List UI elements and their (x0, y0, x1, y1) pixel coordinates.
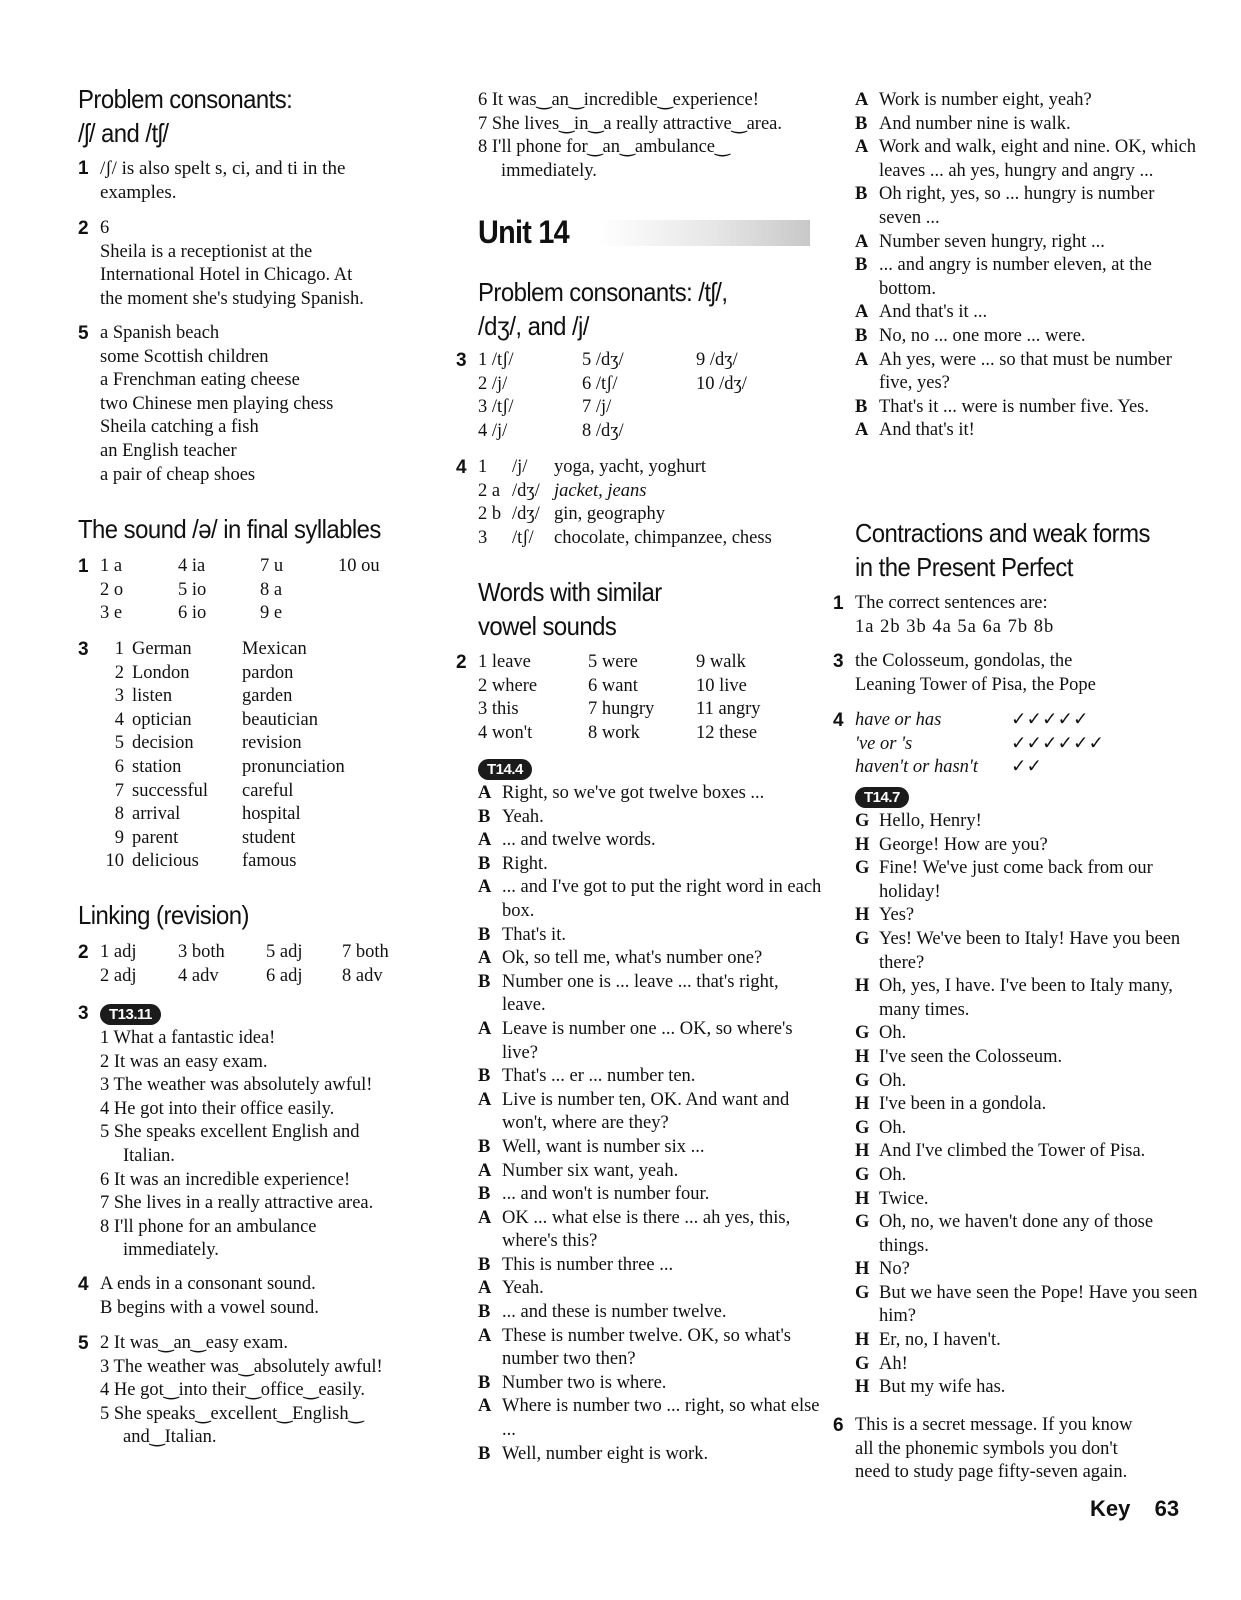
speaker-label: B (855, 325, 868, 346)
exercise-5: 5 a Spanish beach some Scottish children a Frenchman eating cheese two Chinese men playing chess Sheila catching a fish an English teacher a pair of cheap shoes (78, 323, 334, 485)
speaker-label: H (855, 976, 870, 997)
heading-schwa: The sound /ə/ in final syllables (78, 514, 381, 544)
speaker-label: G (855, 1070, 870, 1091)
dialogue-t14-7: T14.7 G Hello, Henry! H George! How are you? G Fine! We've just come back from our holiday! H Yes? G Yes! We've been to Italy! Have you been there? H Oh, yes, I have. I've been to Italy many, many times. G Oh. H I've seen the Colosseum. G Oh. H I've been in a gondola. G Oh. H And I've climbed the Tower of Pisa. G Oh. H Twice. G Oh, no, we haven't done any of those things. H No? G But we have seen the Pope! Have you seen him? H Er, no, I haven't. G Ah! H But my wife has. (855, 787, 1200, 1400)
speaker-label: B (478, 1066, 491, 1087)
speaker-label: A (478, 1089, 492, 1110)
speaker-label: B (478, 971, 491, 992)
speaker-label: G (855, 1353, 870, 1374)
schwa-exercise-3: 3 1 German Mexican 2 London pardon 3 listen garden 4 optician beautician 5 decision revision 6 station pronunciation 7 successful careful 8 arrival hospital 9 parent student 10 delicious famous (78, 639, 345, 872)
speaker-label: B (855, 396, 868, 417)
speaker-label: B (478, 1184, 491, 1205)
speaker-label: A (855, 349, 869, 370)
consonant-exercise-4: 4 1 /j/ yoga, yacht, yoghurt 2 a /dʒ/ jacket, jeans 2 b /dʒ/ gin, geography 3 /tʃ/ chocolate, chimpanzee, chess (456, 457, 772, 548)
speaker-label: A (478, 1160, 492, 1181)
check-marks: ✓✓ (1011, 757, 1043, 778)
speaker-label: B (478, 1254, 491, 1275)
contractions-exercise-6: 6 This is a secret message. If you know all the phonemic symbols you don't need to study page fifty-seven again. (833, 1415, 1133, 1483)
speaker-label: A (855, 90, 869, 110)
linking-exercise-3: 3 T13.11 1 What a fantastic idea! 2 It was an easy exam. 3 The weather was absolutely awful! 4 He got into their office easily. 5 She speaks excellent English and Italian. 6 It was an incredible experience! 7 She lives in a really attractive area. 8 I'll phone for an ambulance immediately. (78, 1003, 374, 1261)
vowel-exercise-2: 2 1 leave 5 were 9 walk 2 where 6 want 10 live 3 this 7 hungry 11 angry 4 won't 8 work 12 these (456, 652, 761, 743)
speaker-label: A (855, 231, 869, 252)
speaker-label: A (478, 877, 492, 898)
speaker-label: H (855, 1330, 870, 1351)
speaker-label: H (855, 1046, 870, 1067)
speaker-label: H (855, 1188, 870, 1209)
contractions-exercise-3: 3 the Colosseum, gondolas, the Leaning Tower of Pisa, the Pope (833, 651, 1096, 695)
speaker-label: H (855, 905, 870, 926)
speaker-label: A (855, 420, 869, 441)
check-marks: ✓✓✓✓✓✓ (1011, 733, 1105, 754)
continued-sentences: 6 It was‿an‿incredible‿experience! 7 She lives‿in‿a really attractive‿area. 8 I'll phone for‿an‿ambulance‿ immediately. (478, 90, 782, 181)
speaker-label: B (855, 184, 868, 205)
speaker-label: H (855, 834, 870, 855)
heading-similar-vowels: Words with similar vowel sounds (478, 577, 662, 641)
contractions-exercise-4: 4 have or has ✓✓✓✓✓ 've or 's ✓✓✓✓✓✓ haven't or hasn't ✓✓ (833, 709, 1178, 780)
schwa-exercise-1: 1 1 a 4 ia 7 u 10 ou 2 o 5 io 8 a 3 e 6 io 9 e (78, 556, 380, 624)
exercise-2: 2 6 Sheila is a receptionist at the International Hotel in Chicago. At the moment she's studying Spanish. (78, 218, 364, 309)
speaker-label: B (478, 1372, 491, 1393)
speaker-label: A (855, 137, 869, 158)
speaker-label: A (478, 783, 492, 803)
speaker-label: H (855, 1377, 870, 1398)
dialogue-t14-4: T14.4 A Right, so we've got twelve boxes ... B Yeah. A ... and twelve words. B Right. A ... and I've got to put the right word in each box. B That's it. A Ok, so tell me, what's number one? B Number one is ... leave ... that's right, leave. A Leave is number one ... OK, so where's live? B That's ... er ... number ten. A Live is number ten, OK. And want and won't, where are they? B Well, want is number six ... A Number six want, yeah. B ... and won't is number four. A OK ... what else is there ... ah yes, this, where's this? B This is number three ... A Yeah. B ... and these is number twelve. A These is number twelve. OK, so what's number two then? B Number two is where. A Where is number two ... right, so what else ... B Well, number eight is work. (478, 759, 823, 1466)
speaker-label: B (478, 924, 491, 945)
heading-contractions: Contractions and weak forms in the Present Perfect (855, 518, 1150, 582)
speaker-label: G (855, 1212, 870, 1233)
speaker-label: B (478, 1136, 491, 1157)
speaker-label: B (478, 1443, 491, 1464)
speaker-label: G (855, 811, 870, 831)
check-marks: ✓✓✓✓✓ (1011, 710, 1089, 730)
speaker-label: A (855, 302, 869, 323)
speaker-label: B (855, 255, 868, 276)
speaker-label: G (855, 1023, 870, 1044)
speaker-label: H (855, 1094, 870, 1115)
speaker-label: B (478, 1302, 491, 1323)
footer-label: Key (1090, 1496, 1131, 1521)
track-badge: T14.7 (855, 787, 909, 808)
speaker-label: H (855, 1141, 870, 1162)
speaker-label: A (478, 1278, 492, 1299)
heading-problem-consonants-2: Problem consonants: /tʃ/, /dʒ/, and /j/ (478, 277, 728, 341)
speaker-label: G (855, 928, 870, 949)
track-badge: T13.11 (100, 1004, 161, 1025)
speaker-label: G (855, 858, 870, 879)
page-number: 63 (1154, 1496, 1180, 1521)
linking-exercise-2: 2 1 adj 3 both 5 adj 7 both 2 adj 4 adv 6 adj 8 adv (78, 942, 389, 986)
speaker-label: A (478, 1396, 492, 1417)
speaker-label: G (855, 1282, 870, 1303)
unit-title: Unit 14 (478, 214, 569, 250)
speaker-label: B (478, 853, 491, 874)
speaker-label: A (478, 830, 492, 851)
dialogue-continued: A Work is number eight, yeah? B And number nine is walk. A Work and walk, eight and nine. OK, which leaves ... ah yes, hungry and angry ... B Oh right, yes, so ... hungry is number seven ... A Number seven hungry, right ... B ... and angry is number eleven, at the bottom. A And that's it ... B No, no ... one more ... were. A Ah yes, were ... so that must be number five, yes? B That's it ... were is number five. Yes. A And that's it! (855, 89, 1200, 443)
heading-problem-consonants: Problem consonants: /ʃ/ and /tʃ/ (78, 84, 293, 148)
page-footer (1090, 1496, 1179, 1522)
speaker-label: A (478, 948, 492, 969)
linking-exercise-4: 4 A ends in a consonant sound. B begins with a vowel sound. (78, 1274, 319, 1318)
linking-exercise-5: 5 2 It was‿an‿easy exam. 3 The weather was‿absolutely awful! 4 He got‿into their‿office‿easily. 5 She speaks‿excellent‿English‿ and‿Italian. (78, 1333, 383, 1448)
speaker-label: B (855, 113, 868, 134)
heading-linking: Linking (revision) (78, 900, 249, 930)
speaker-label: A (478, 1018, 492, 1039)
speaker-label: G (855, 1117, 870, 1138)
speaker-label: H (855, 1259, 870, 1280)
contractions-exercise-1: 1 The correct sentences are: 1a 2b 3b 4a 5a 6a 7b 8b (833, 593, 1055, 637)
unit-header (478, 212, 823, 252)
exercise-1: 1 /ʃ/ is also spelt s, ci, and ti in the examples. (78, 158, 346, 203)
speaker-label: A (478, 1207, 492, 1228)
speaker-label: B (478, 806, 491, 827)
consonant-exercise-3: 3 1 /tʃ/ 5 /dʒ/ 9 /dʒ/ 2 /j/ 6 /tʃ/ 10 /dʒ/ 3 /tʃ/ 7 /j/ 4 /j/ 8 /dʒ/ (456, 350, 747, 441)
track-badge: T14.4 (478, 759, 532, 780)
speaker-label: G (855, 1164, 870, 1185)
speaker-label: A (478, 1325, 492, 1346)
